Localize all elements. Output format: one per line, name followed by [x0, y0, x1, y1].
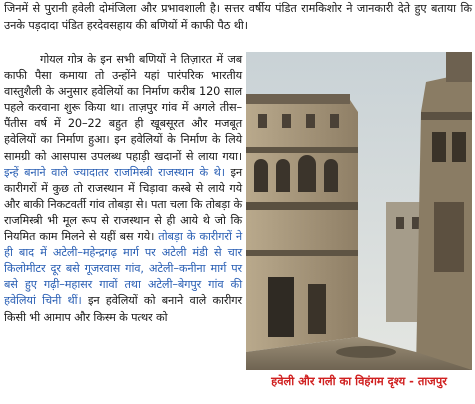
article-text-2: इन कारीगरों में कुछ तो राजस्थान में चिड़ावा कस्बे से लाये गये और बाकी निकटवर्ती गांव तोबड़ा से। पता चला कि तोबड़ा के राजमिस्त्री भी मूल रूप से राजस्थान से ही आये थे जो कि नियमित काम मिलने से यहीं बस गये। — [4, 165, 242, 244]
intro-paragraph: जिनमें से पुरानी हवेली दोमंजिला और प्रभावशाली है। सत्तर वर्षीय पंडित रामकिशोर ने जानकारी देते हुए बताया कि उनके पड़दादा पंडित हरदेवसहाय की बणियों में काफी पैठ थी। — [4, 2, 472, 32]
haveli-street-photo — [246, 52, 472, 370]
photo-caption: हवेली और गली का विहंगम दृश्य - ताजपुर — [271, 374, 447, 388]
highlight-masons: इन्हें बनाने वाले ज्यादातर राजमिस्त्री राजस्थान के थे। — [4, 165, 225, 179]
article-column — [4, 52, 242, 326]
article-paragraph — [4, 52, 242, 326]
article-text-1: गोयल गोत्र के इन सभी बणियों ने तिज़ारत में जब काफी पैसा कमाया तो उन्होंने यहां पारंपरिक भारतीय वास्तुशैली के अनुसार हवेलियों का निर्माण करीब 120 साल पहले करवाना शुरू किया था। ताज़पुर गांव में अगले तीस–पैंतीस वर्ष में 20–22 बहुत ही खूबसूरत और मजबूत हवेलियों का निर्माण हुआ। इन हवेलियों के निर्माण के लिये सामग्री को आसपास उपलब्ध पहाड़ी खदानों से लाया गया। — [4, 53, 242, 163]
article-text-3: इन हवेलियों को बनाने वाले कारीगर किसी भी आमाप और किस्म के पत्थर को — [4, 294, 242, 324]
highlight-tobda: तोबड़ा के कारीगरों ने ही बाद में अटेली–महेन्द्रगढ़ मार्ग पर अटेली मंडी से चार किलोमीटर दूर बसे गूजरवास गांव, अटेली–कनीना मार्ग पर बसे हुए गढ़ी–महासर गावों तथा अटेली–बेगपुर गांव की हवेलियां चिनी थीं। — [4, 230, 242, 308]
